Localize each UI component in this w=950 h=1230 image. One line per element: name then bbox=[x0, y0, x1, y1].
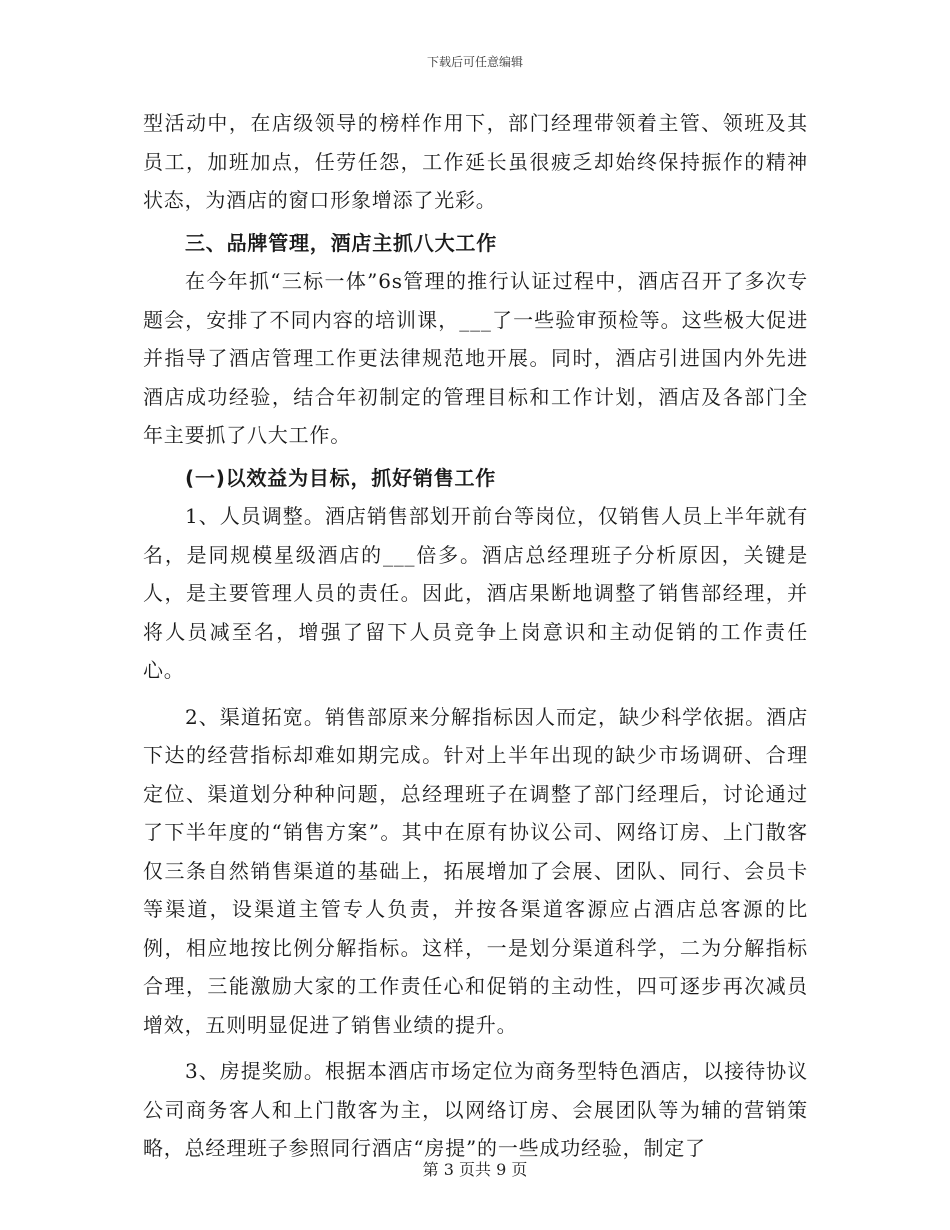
paragraph-brand-management: 在今年抓“三标一体”6s管理的推行认证过程中，酒店召开了多次专题会，安排了不同内容的培训课，___了一些验审预检等。这些极大促进并指导了酒店管理工作更法律规范地开展。同时，酒店引进国内外先进酒店成功经验，结合年初制定的管理目标和工作计划，酒店及各部门全年主要抓了八大工作。 bbox=[143, 269, 808, 447]
page-header: 下载后可任意编辑 bbox=[426, 55, 523, 69]
page-footer: 第 3 页共 9 页 bbox=[422, 1160, 528, 1179]
paragraph-continuation: 型活动中，在店级领导的榜样作用下，部门经理带领着主管、领班及其员工，加班加点，任劳任怨，工作延长虽很疲乏却始终保持振作的精神状态，为酒店的窗口形象增添了光彩。 bbox=[143, 111, 808, 212]
paragraph-staff-adjustment: 1、人员调整。酒店销售部划开前台等岗位，仅销售人员上半年就有名，是同规模星级酒店的___倍多。酒店总经理班子分析原因，关键是人，是主要管理人员的责任。因此，酒店果断地调整了销售部经理，并将人员减至名，增强了留下人员竞争上岗意识和主动促销的工作责任心。 bbox=[143, 504, 808, 682]
subsection-heading-1: (一)以效益为目标，抓好销售工作 bbox=[185, 465, 497, 490]
paragraph-room-bonus: 3、房提奖励。根据本酒店市场定位为商务型特色酒店，以接待协议公司商务客人和上门散客为主，以网络订房、会展团队等为辅的营销策略，总经理班子参照同行酒店“房提”的一些成功经验，制定了 bbox=[143, 1059, 808, 1160]
document-body bbox=[143, 104, 808, 1168]
paragraph-channel-expansion: 2、渠道拓宽。销售部原来分解指标因人而定，缺少科学依据。酒店下达的经营指标却难如期完成。针对上半年出现的缺少市场调研、合理定位、渠道划分种种问题，总经理班子在调整了部门经理后，讨论通过了下半年度的“销售方案”。其中在原有协议公司、网络订房、上门散客仅三条自然销售渠道的基础上，拓展增加了会展、团队、同行、会员卡等渠道，设渠道主管专人负责，并按各渠道客源应占酒店总客源的比例，相应地按比例分解指标。这样，一是划分渠道科学，二为分解指标合理，三能激励大家的工作责任心和促销的主动性，四可逐步再次减员增效，五则明显促进了销售业绩的提升。 bbox=[143, 704, 808, 1037]
section-heading-3: 三、品牌管理，酒店主抓八大工作 bbox=[185, 230, 497, 255]
